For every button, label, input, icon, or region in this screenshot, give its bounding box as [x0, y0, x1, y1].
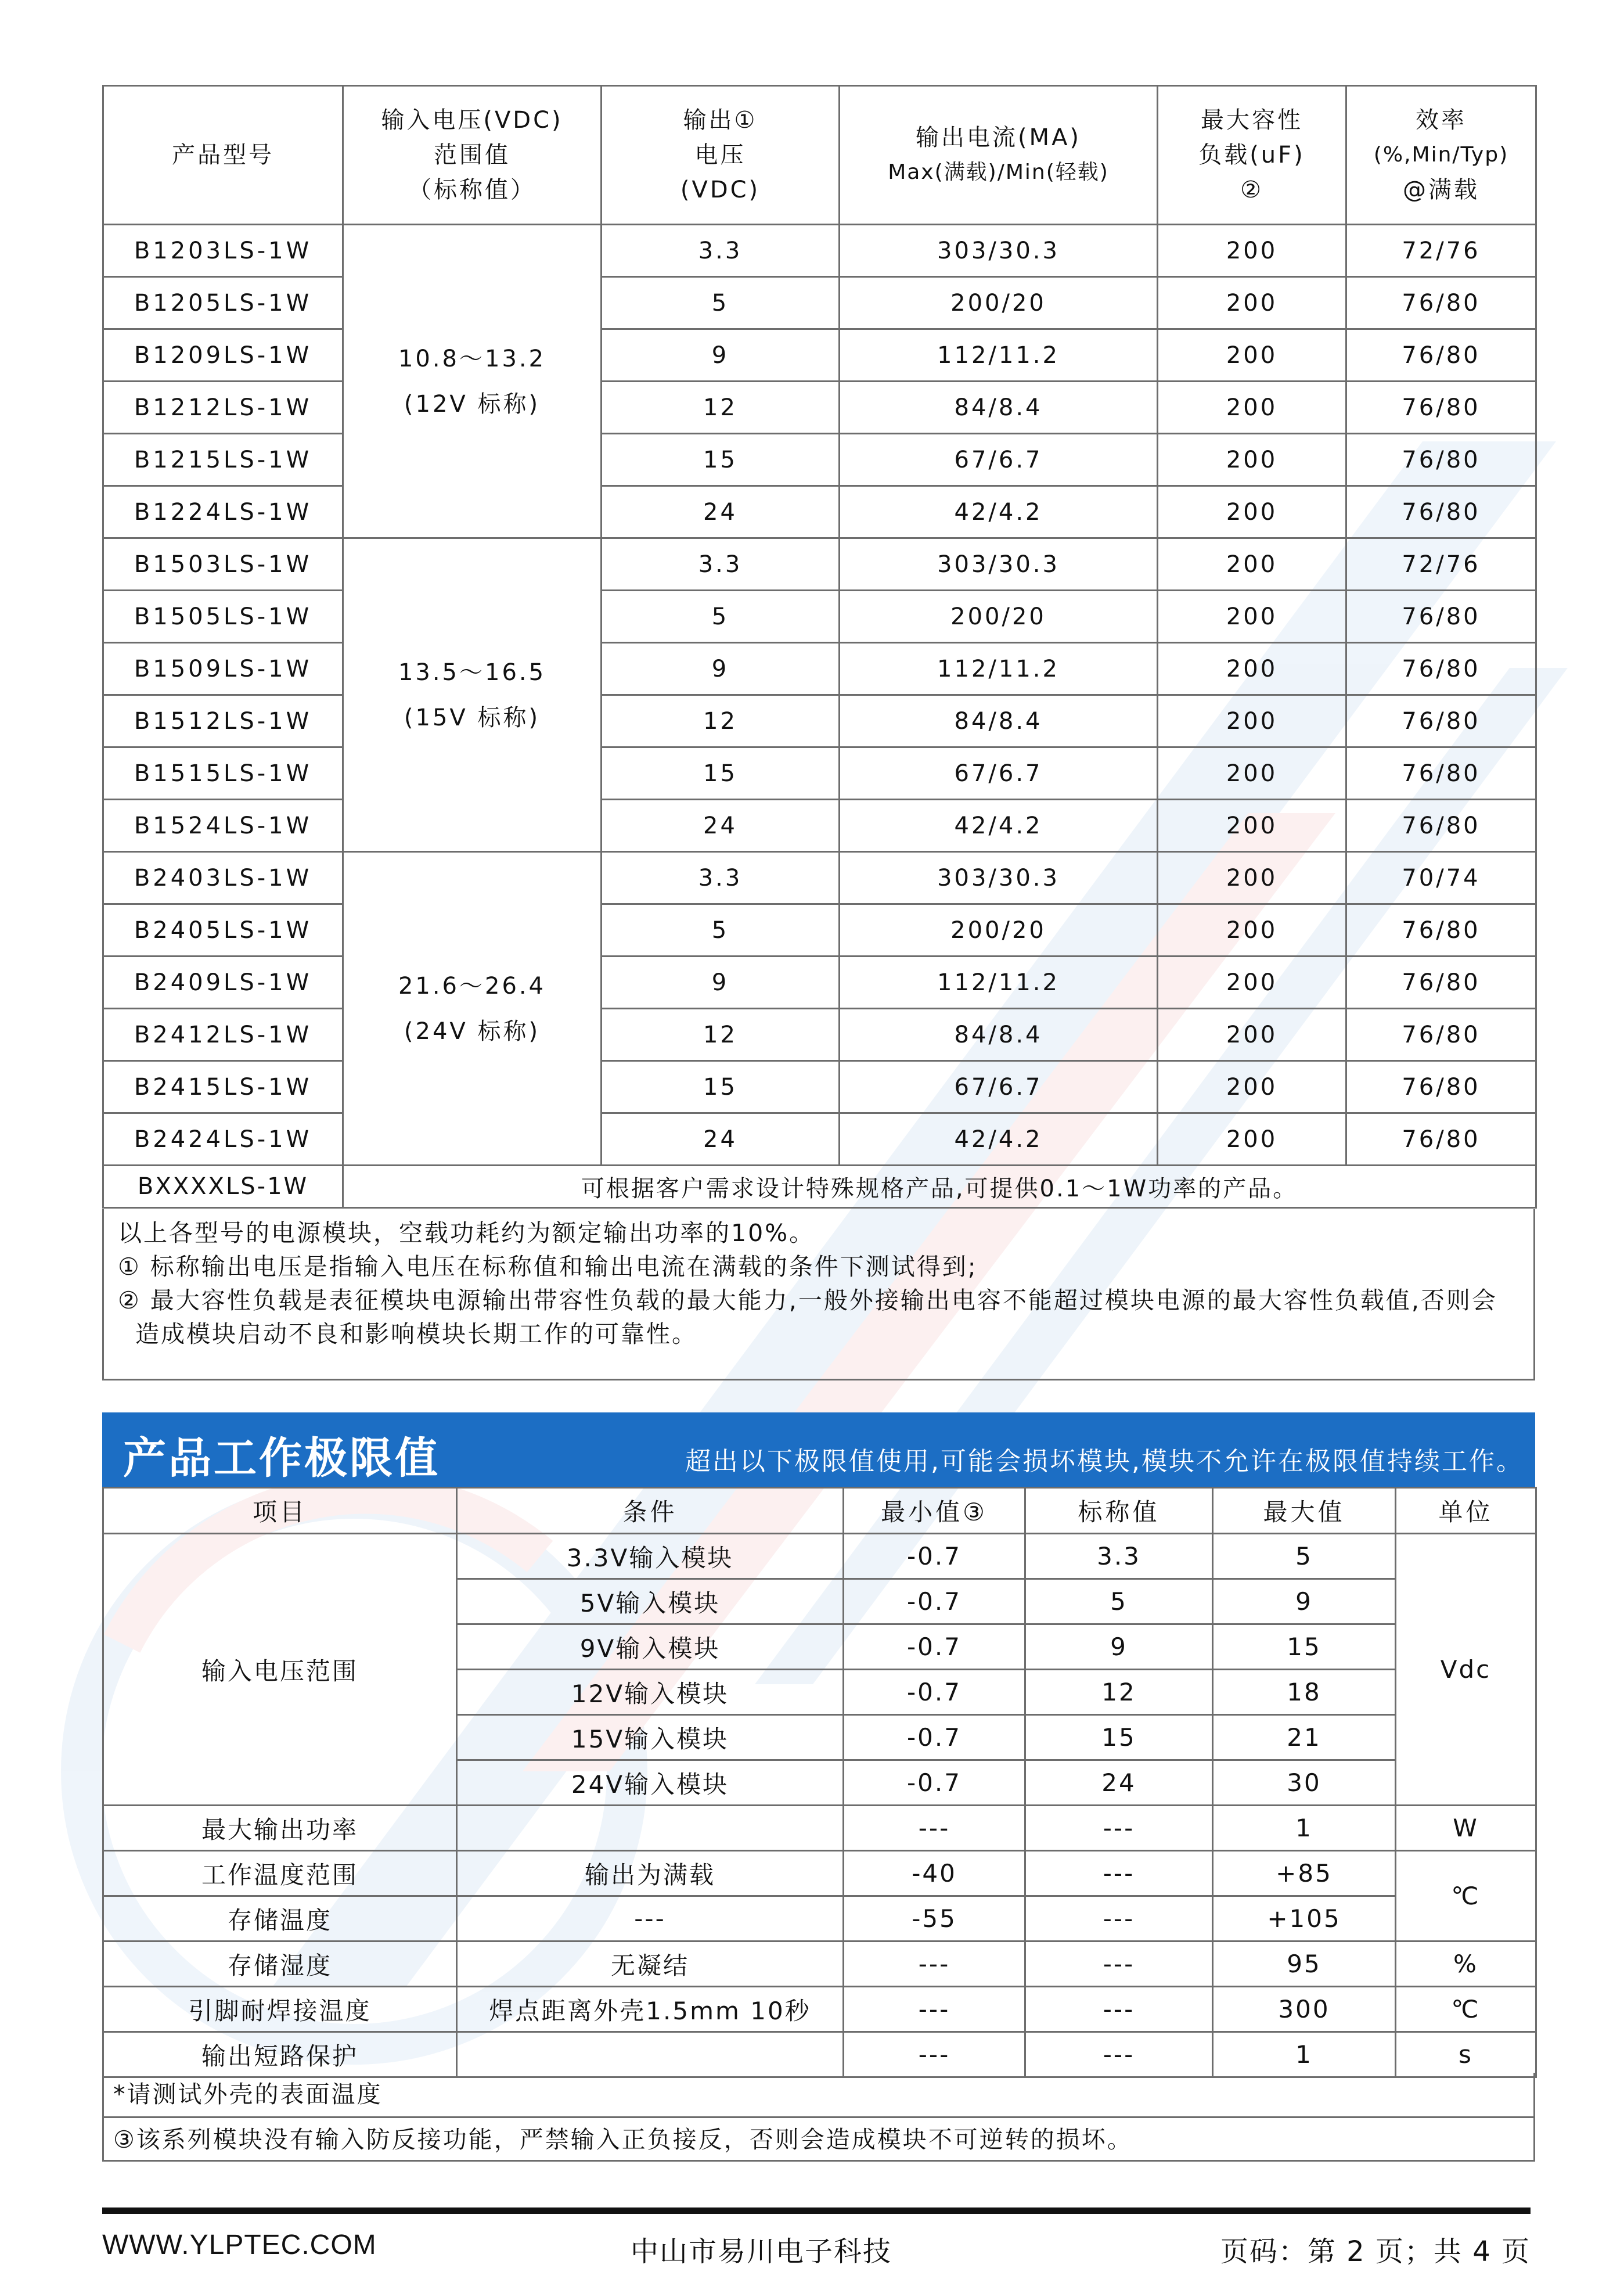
table-cell: 42/4.2 — [840, 800, 1158, 852]
note: 以上各型号的电源模块，空载功耗约为额定输出功率的10%。 — [118, 1219, 815, 1247]
table-cell: 303/30.3 — [840, 225, 1158, 277]
table-cell: B2405LS-1W — [103, 904, 343, 957]
table-cell: 72/76 — [1346, 538, 1536, 591]
table-cell: -0.7 — [844, 1624, 1025, 1670]
table-cell: B1524LS-1W — [103, 800, 343, 852]
limits-table — [102, 1487, 1537, 2078]
table-cell: 303/30.3 — [840, 538, 1158, 591]
table-row — [103, 1113, 1536, 1166]
table-cell: 输入电压范围 — [103, 1534, 457, 1806]
table-cell: ℃ — [1396, 1851, 1536, 1942]
table-cell: W — [1396, 1806, 1536, 1851]
table-cell: 200 — [1158, 486, 1346, 538]
table-cell: 200 — [1158, 277, 1346, 329]
table-cell: 5 — [602, 904, 840, 957]
table-cell: 70/74 — [1346, 852, 1536, 904]
table-cell: ℃ — [1396, 1987, 1536, 2032]
table-cell: 1 — [1213, 2032, 1396, 2077]
table-cell: 300 — [1213, 1987, 1396, 2032]
table-cell: 112/11.2 — [840, 957, 1158, 1009]
table-cell: B1205LS-1W — [103, 277, 343, 329]
header-efficiency: 效率 (%,Min/Typ) @满载 — [1346, 86, 1536, 225]
table-cell: 200 — [1158, 382, 1346, 434]
table-row — [103, 852, 1536, 904]
table-cell: 24 — [602, 486, 840, 538]
table-cell: -0.7 — [844, 1760, 1025, 1806]
table-header-row — [103, 1488, 1536, 1534]
table-header-cell: 标称值 — [1025, 1488, 1213, 1534]
table-cell: B2403LS-1W — [103, 852, 343, 904]
table-cell: 200 — [1158, 957, 1346, 1009]
table-cell: Vdc — [1396, 1534, 1536, 1806]
table-row — [103, 1806, 1536, 1851]
table-cell: B1224LS-1W — [103, 486, 343, 538]
table-cell: 76/80 — [1346, 904, 1536, 957]
table-cell: 15 — [1213, 1624, 1396, 1670]
table-cell: 200 — [1158, 538, 1346, 591]
table-cell: 67/6.7 — [840, 1061, 1158, 1113]
table-cell: -40 — [844, 1851, 1025, 1896]
table-cell: 3.3 — [1025, 1534, 1213, 1579]
limits-notes — [102, 2073, 1535, 2162]
table-cell: 5 — [602, 591, 840, 643]
table-cell: 输出为满载 — [457, 1851, 844, 1896]
table-cell: 18 — [1213, 1670, 1396, 1715]
table-row — [103, 277, 1536, 329]
table-cell: 76/80 — [1346, 434, 1536, 486]
table-cell: 15V输入模块 — [457, 1715, 844, 1760]
table-cell: 76/80 — [1346, 1009, 1536, 1061]
table-cell: s — [1396, 2032, 1536, 2077]
table-cell: 焊点距离外壳1.5mm 10秒 — [457, 1987, 844, 2032]
table-header-row — [103, 86, 1536, 225]
table-cell — [457, 1806, 844, 1851]
table-cell: --- — [844, 1942, 1025, 1987]
table-cell: B1212LS-1W — [103, 382, 343, 434]
table-cell: 200 — [1158, 1009, 1346, 1061]
header-output-voltage: 输出① 电压 (VDC) — [602, 86, 840, 225]
table-cell: 存储温度 — [103, 1896, 457, 1942]
table-cell — [457, 2032, 844, 2077]
table-cell: 引脚耐焊接温度 — [103, 1987, 457, 2032]
table-header-cell: 项目 — [103, 1488, 457, 1534]
custom-spec-row — [103, 1166, 1536, 1208]
table-cell: 95 — [1213, 1942, 1396, 1987]
table-cell: 存储湿度 — [103, 1942, 457, 1987]
table-cell: --- — [1025, 1806, 1213, 1851]
table-cell: 3.3 — [602, 538, 840, 591]
specification-notes — [102, 1209, 1535, 1380]
table-cell: 200 — [1158, 904, 1346, 957]
table-row — [103, 382, 1536, 434]
table-cell: 12 — [1025, 1670, 1213, 1715]
table-cell: 工作温度范围 — [103, 1851, 457, 1896]
table-cell: B1215LS-1W — [103, 434, 343, 486]
table-cell: B2409LS-1W — [103, 957, 343, 1009]
table-cell: 12 — [602, 382, 840, 434]
input-range-cell: 13.5～16.5 (15V 标称) — [343, 538, 602, 852]
table-cell: 76/80 — [1346, 329, 1536, 382]
table-cell: B1503LS-1W — [103, 538, 343, 591]
table-row — [103, 1896, 1536, 1942]
table-row — [103, 2032, 1536, 2077]
table-cell: 3.3 — [602, 852, 840, 904]
table-cell: 9 — [1213, 1579, 1396, 1624]
table-header-cell: 最大值 — [1213, 1488, 1396, 1534]
table-cell: 200 — [1158, 800, 1346, 852]
specification-table — [102, 85, 1537, 1209]
table-row — [103, 538, 1536, 591]
table-cell: 76/80 — [1346, 486, 1536, 538]
table-cell: --- — [1025, 2032, 1213, 2077]
table-cell: --- — [844, 1987, 1025, 2032]
table-header-cell: 单位 — [1396, 1488, 1536, 1534]
note: *请测试外壳的表面温度 — [104, 2073, 1533, 2118]
table-cell: --- — [844, 1806, 1025, 1851]
table-cell: 12 — [602, 695, 840, 747]
table-cell: -0.7 — [844, 1579, 1025, 1624]
table-row — [103, 486, 1536, 538]
note: ① 标称输出电压是指输入电压在标称值和输出电流在满载的条件下测试得到; — [118, 1253, 978, 1281]
table-cell: 84/8.4 — [840, 1009, 1158, 1061]
table-cell: 84/8.4 — [840, 382, 1158, 434]
table-row — [103, 1061, 1536, 1113]
table-cell: 21 — [1213, 1715, 1396, 1760]
table-row — [103, 1009, 1536, 1061]
table-cell: 67/6.7 — [840, 747, 1158, 800]
table-row — [103, 800, 1536, 852]
table-cell: B2415LS-1W — [103, 1061, 343, 1113]
table-cell: 76/80 — [1346, 643, 1536, 695]
table-cell: 5 — [602, 277, 840, 329]
table-cell: BXXXXLS-1W — [103, 1166, 343, 1208]
table-cell: 76/80 — [1346, 800, 1536, 852]
table-cell: 72/76 — [1346, 225, 1536, 277]
table-row — [103, 225, 1536, 277]
table-row — [103, 957, 1536, 1009]
table-cell: 15 — [602, 1061, 840, 1113]
table-cell: 200 — [1158, 747, 1346, 800]
table-cell: 12 — [602, 1009, 840, 1061]
table-cell: 200 — [1158, 329, 1346, 382]
header-output-current: 输出电流(MA) Max(满载)/Min(轻载) — [840, 86, 1158, 225]
table-cell: 76/80 — [1346, 1113, 1536, 1166]
table-cell: 200 — [1158, 1113, 1346, 1166]
table-cell: B1509LS-1W — [103, 643, 343, 695]
table-cell: B1505LS-1W — [103, 591, 343, 643]
table-cell: 15 — [602, 434, 840, 486]
table-cell: 200 — [1158, 695, 1346, 747]
table-row — [103, 1851, 1536, 1896]
table-cell: -55 — [844, 1896, 1025, 1942]
table-cell: --- — [844, 2032, 1025, 2077]
table-cell: 24V输入模块 — [457, 1760, 844, 1806]
table-cell: 200/20 — [840, 904, 1158, 957]
table-header-cell: 最小值③ — [844, 1488, 1025, 1534]
table-cell: 15 — [1025, 1715, 1213, 1760]
note: ③该系列模块没有输入防反接功能，严禁输入正负接反，否则会造成模块不可逆转的损坏。 — [113, 2126, 1133, 2153]
section-subtitle: 超出以下极限值使用,可能会损坏模块,模块不允许在极限值持续工作。 — [685, 1447, 1524, 1476]
table-cell: 30 — [1213, 1760, 1396, 1806]
table-header-cell: 条件 — [457, 1488, 844, 1534]
table-cell: 9 — [602, 957, 840, 1009]
table-cell: 9 — [1025, 1624, 1213, 1670]
table-cell: B1515LS-1W — [103, 747, 343, 800]
header-max-capacitive-load: 最大容性 负载(uF) ② — [1158, 86, 1346, 225]
table-row — [103, 643, 1536, 695]
table-cell: 42/4.2 — [840, 1113, 1158, 1166]
table-cell: % — [1396, 1942, 1536, 1987]
table-cell: -0.7 — [844, 1715, 1025, 1760]
table-row — [103, 1987, 1536, 2032]
table-row — [103, 1942, 1536, 1987]
table-cell: 5V输入模块 — [457, 1579, 844, 1624]
table-row — [103, 1534, 1536, 1579]
table-cell: B1203LS-1W — [103, 225, 343, 277]
table-cell: 无凝结 — [457, 1942, 844, 1987]
table-cell: 200 — [1158, 1061, 1346, 1113]
table-cell: --- — [1025, 1851, 1213, 1896]
table-cell: -0.7 — [844, 1670, 1025, 1715]
table-cell: 输出短路保护 — [103, 2032, 457, 2077]
table-cell: 76/80 — [1346, 695, 1536, 747]
header-input-voltage: 输入电压(VDC) 范围值 （标称值） — [343, 86, 602, 225]
table-cell: 76/80 — [1346, 1061, 1536, 1113]
table-cell: 12V输入模块 — [457, 1670, 844, 1715]
table-cell: 3.3 — [602, 225, 840, 277]
table-cell: 200 — [1158, 225, 1346, 277]
table-cell: 67/6.7 — [840, 434, 1158, 486]
table-cell: 200 — [1158, 852, 1346, 904]
table-cell: 24 — [602, 800, 840, 852]
table-cell: 76/80 — [1346, 277, 1536, 329]
table-cell: 76/80 — [1346, 382, 1536, 434]
table-cell: B2424LS-1W — [103, 1113, 343, 1166]
table-cell: 9 — [602, 329, 840, 382]
table-cell: 84/8.4 — [840, 695, 1158, 747]
table-row — [103, 904, 1536, 957]
note: ② 最大容性负载是表征模块电源输出带容性负载的最大能力,一般外接输出电容不能超过模块电源的最大容性负载值,否则会造成模块启动不良和影响模块长期工作的可靠性。 — [118, 1286, 1497, 1348]
table-row — [103, 591, 1536, 643]
table-cell: 200/20 — [840, 591, 1158, 643]
input-range-cell: 21.6～26.4 (24V 标称) — [343, 852, 602, 1166]
table-cell: 112/11.2 — [840, 643, 1158, 695]
header-model: 产品型号 — [103, 86, 343, 225]
table-cell: 200 — [1158, 643, 1346, 695]
table-cell: 200 — [1158, 591, 1346, 643]
table-row — [103, 329, 1536, 382]
table-cell: 15 — [602, 747, 840, 800]
table-cell: B1209LS-1W — [103, 329, 343, 382]
table-cell: -0.7 — [844, 1534, 1025, 1579]
table-cell: 9V输入模块 — [457, 1624, 844, 1670]
table-cell: 可根据客户需求设计特殊规格产品,可提供0.1～1W功率的产品。 — [343, 1166, 1536, 1208]
section-title: 产品工作极限值 — [123, 1433, 440, 1483]
table-cell: 24 — [1025, 1760, 1213, 1806]
table-cell: 3.3V输入模块 — [457, 1534, 844, 1579]
company-name: 中山市易川电子科技 — [631, 2235, 892, 2268]
input-range-cell: 10.8～13.2 (12V 标称) — [343, 225, 602, 538]
table-cell: 303/30.3 — [840, 852, 1158, 904]
table-row — [103, 434, 1536, 486]
table-cell: 1 — [1213, 1806, 1396, 1851]
table-row — [103, 695, 1536, 747]
table-cell: 5 — [1213, 1534, 1396, 1579]
table-cell: 76/80 — [1346, 747, 1536, 800]
table-cell: 42/4.2 — [840, 486, 1158, 538]
table-cell: +85 — [1213, 1851, 1396, 1896]
website-link[interactable]: WWW.YLPTEC.COM — [102, 2230, 377, 2260]
table-cell: 112/11.2 — [840, 329, 1158, 382]
page-footer — [102, 2229, 1531, 2268]
table-cell: --- — [1025, 1896, 1213, 1942]
table-cell: B1512LS-1W — [103, 695, 343, 747]
table-cell: 9 — [602, 643, 840, 695]
table-cell: 200/20 — [840, 277, 1158, 329]
table-cell: 最大输出功率 — [103, 1806, 457, 1851]
table-cell: +105 — [1213, 1896, 1396, 1942]
footer-divider — [102, 2208, 1531, 2214]
table-row — [103, 747, 1536, 800]
table-cell: B2412LS-1W — [103, 1009, 343, 1061]
table-cell: 200 — [1158, 434, 1346, 486]
table-cell: 76/80 — [1346, 957, 1536, 1009]
table-cell: --- — [457, 1896, 844, 1942]
page-number: 页码：第 2 页；共 4 页 — [1220, 2235, 1531, 2268]
table-cell: --- — [1025, 1942, 1213, 1987]
table-cell: 76/80 — [1346, 591, 1536, 643]
table-cell: 24 — [602, 1113, 840, 1166]
table-cell: 5 — [1025, 1579, 1213, 1624]
limits-section-header — [102, 1412, 1535, 1487]
table-cell: --- — [1025, 1987, 1213, 2032]
